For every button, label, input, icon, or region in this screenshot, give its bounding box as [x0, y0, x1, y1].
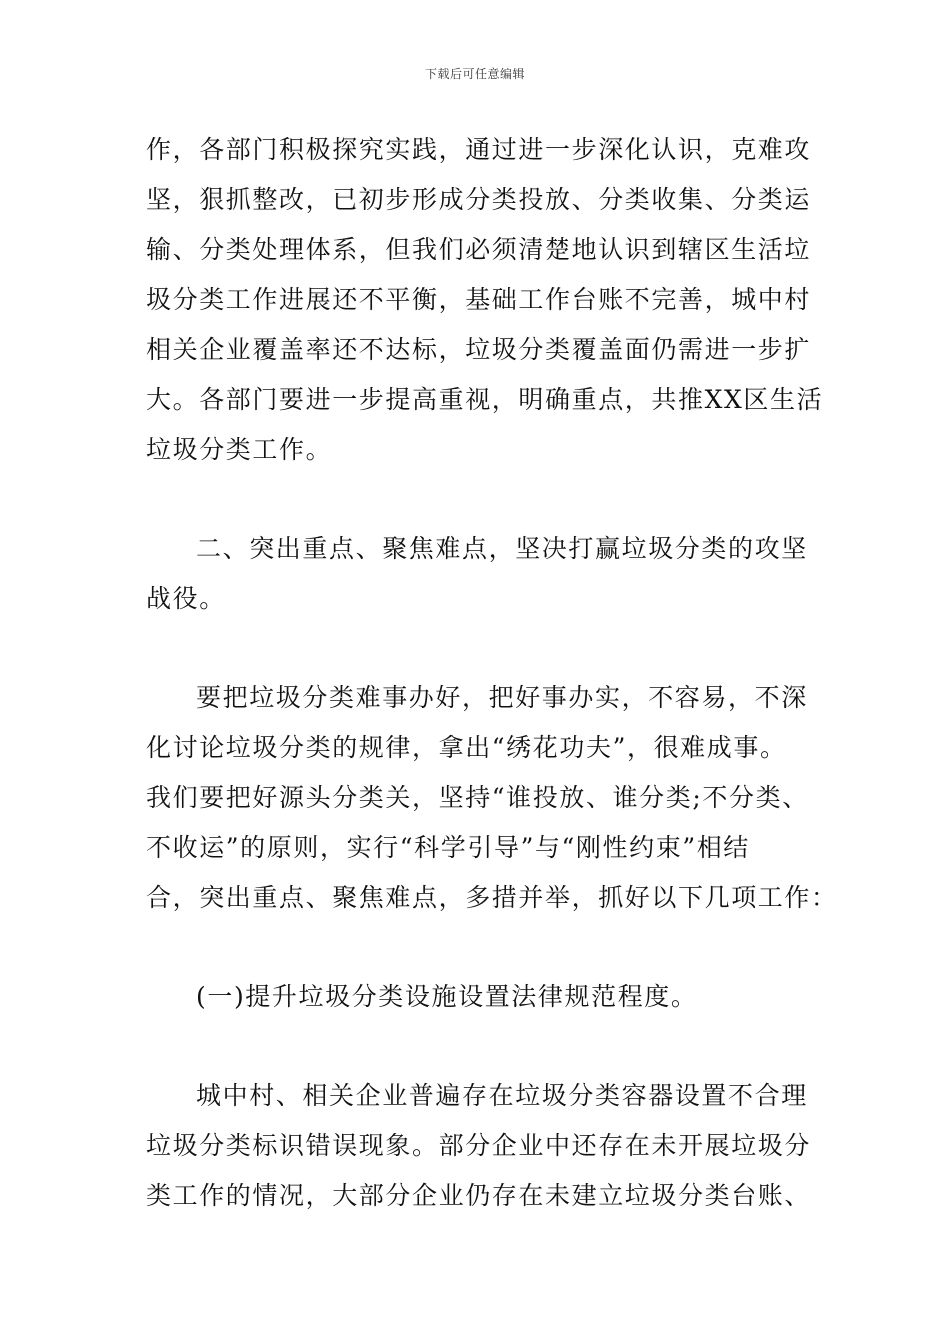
section-heading-line: 战役。	[146, 584, 226, 613]
text-line: 化讨论垃圾分类的规律，拿出“绣花功夫”，很难成事。	[146, 733, 787, 762]
text-line: 圾分类工作进展还不平衡，基础工作台账不完善，城中村	[146, 285, 812, 314]
text-line: 相关企业覆盖率还不达标，垃圾分类覆盖面仍需进一步扩	[146, 335, 812, 364]
text-line: 类工作的情况，大部分企业仍存在未建立垃圾分类台账、	[146, 1181, 812, 1210]
text-line: 大。各部门要进一步提高重视，明确重点，共推XX区生活	[146, 385, 824, 414]
text-line: 我们要把好源头分类关，坚持“谁投放、谁分类;不分类、	[146, 783, 809, 812]
text-line: 城中村、相关企业普遍存在垃圾分类容器设置不合理	[196, 1081, 808, 1110]
subsection-heading: (一)提升垃圾分类设施设置法律规范程度。	[196, 982, 698, 1011]
text-line: 垃圾分类标识错误现象。部分企业中还存在未开展垃圾分	[146, 1131, 812, 1160]
text-line: 垃圾分类工作。	[146, 435, 333, 464]
text-line: 输、分类处理体系，但我们必须清楚地认识到辖区生活垃	[146, 235, 812, 264]
text-line: 合，突出重点、聚焦难点，多措并举，抓好以下几项工作：	[146, 883, 838, 912]
page-header: 下载后可任意编辑	[424, 67, 525, 81]
text-line: 不收运”的原则，实行“科学引导”与“刚性约束”相结	[146, 833, 750, 862]
text-line: 作，各部门积极探究实践，通过进一步深化认识，克难攻	[146, 135, 812, 164]
text-line: 坚，狠抓整改，已初步形成分类投放、分类收集、分类运	[146, 185, 812, 214]
section-heading-line: 二、突出重点、聚焦难点，坚决打赢垃圾分类的攻坚	[196, 534, 808, 563]
text-line: 要把垃圾分类难事办好，把好事办实，不容易，不深	[196, 683, 808, 712]
